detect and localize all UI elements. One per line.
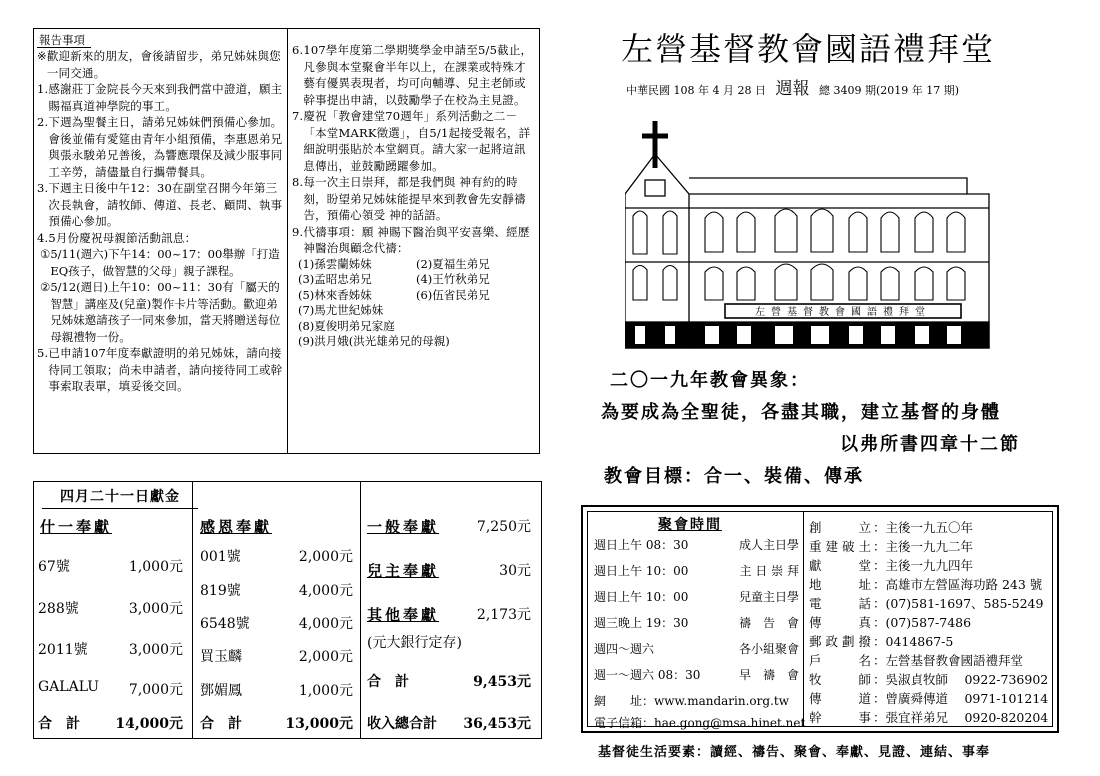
children-label: 兒主奉獻	[367, 562, 440, 580]
info-row	[809, 518, 973, 536]
meeting-row	[594, 666, 799, 683]
prayer-item: (9)洪月娥(洪光雄弟兄的母親)	[298, 334, 450, 348]
offerings-table	[33, 481, 542, 739]
item-number: 1.	[37, 82, 49, 96]
christian-life-motto: 基督徒生活要素：讀經、禱告、聚會、奉獻、見證、連結、事奉	[598, 745, 991, 760]
info-row	[809, 556, 973, 574]
amount: 1,000元	[298, 683, 353, 699]
item-number: 5.	[37, 346, 49, 360]
info-value: ：高雄市左營區海功路 243 號	[873, 577, 1043, 592]
donor-id: 819號	[200, 583, 241, 599]
info-row	[809, 708, 1048, 726]
info-row	[809, 575, 1042, 593]
subitem-text: 5/11(週六)下午14：00~17：00舉辦「打造EQ孩子，做智慧的父母」親子課程。	[50, 247, 280, 278]
meeting-name: 成人主日學	[738, 538, 799, 552]
subitem-text: 5/12(週日)上午10：00~11：30有「屬天的智慧」講座及(兒童)製作卡片等活動。歡迎弟兄姊妹邀請孩子一同來參加，當天將贈送每位母親禮物一份。	[50, 280, 281, 344]
amount: 2,000元	[298, 649, 353, 665]
column-divider	[192, 482, 193, 738]
amount: 2,173元	[476, 607, 531, 623]
info-key: 電話	[809, 596, 871, 611]
item-text: 下週為聖餐主日，請弟兄姊妹們預備心參加。會後並備有愛筵由青年小組預備，李惠恩弟兄與張永駿弟兄善後，為響應環保及減少服事同工辛勞，請儘量自行攜帶餐具。	[48, 115, 283, 179]
item-text: 慶祝「教會建堂70週年」系列活動之二－「本堂MARK徵選」，自5/1起接受報名，詳細說明張貼於本堂網頁。請大家一起將這訊息傳出，並鼓勵踴躍參加。	[303, 109, 531, 173]
donor-id: 001號	[200, 549, 241, 565]
info-key: 地址	[809, 577, 871, 592]
meeting-name: 禱 告 會	[738, 616, 799, 630]
vision-statement: 為要成為全聖徒，各盡其職，建立基督的身體	[601, 402, 1001, 423]
item-text: 下週主日後中午12：30在副堂召開今年第三次長執會，請牧師、傳道、長老、顧問、執事預備心參加。	[48, 181, 283, 228]
announcements-heading: 報告事項	[37, 33, 91, 48]
donor-id: GALALU	[38, 679, 100, 695]
info-value: ：左營基督教會國語禮拜堂	[873, 653, 1024, 668]
info-row	[809, 651, 1023, 669]
email: 電子信箱：hae.gong@msa.hinet.net	[594, 716, 806, 730]
total-amount: 13,000元	[285, 716, 353, 732]
item-number: ※	[37, 49, 47, 63]
total-label: 合 計	[367, 674, 409, 690]
announcement-subitem	[37, 279, 285, 345]
info-key: 創立	[809, 520, 871, 535]
donor-id: 288號	[38, 601, 79, 617]
meeting-row	[594, 562, 799, 579]
note-text: (元大銀行定存)	[367, 635, 462, 651]
meeting-time: 週日上午 10：00	[594, 590, 689, 604]
date-line	[626, 74, 959, 99]
other-total	[367, 671, 531, 691]
info-value: ：主後一九五〇年	[873, 520, 974, 535]
amount: 3,000元	[128, 601, 183, 617]
announcement-item	[37, 81, 285, 114]
amount: 3,000元	[128, 642, 183, 658]
thanks-row	[200, 546, 353, 566]
prayer-item: (6)伍省民弟兄	[416, 287, 490, 302]
announcement-subitem	[37, 246, 285, 279]
announcement-item	[292, 108, 536, 174]
meeting-name: 各小組聚會	[738, 642, 799, 656]
info-value: ：主後一九九四年	[873, 558, 974, 573]
info-key: 戶名	[809, 653, 871, 668]
thanks-row	[200, 680, 353, 700]
item-number: 7.	[292, 109, 304, 123]
meeting-name: 主 日 崇 拜	[739, 564, 799, 578]
meeting-time: 週三晚上 19：30	[594, 616, 689, 630]
amount: 4,000元	[298, 616, 353, 632]
tithe-row	[38, 556, 183, 576]
item-number: 2.	[37, 115, 49, 129]
info-value: ：張宜祥弟兄 0920-820204	[873, 710, 1049, 725]
meeting-info-box	[581, 505, 1059, 733]
prayer-item: (7)馬尤世紀姊妹	[298, 303, 384, 317]
info-key: 重建破土	[809, 539, 871, 554]
general-label: 一般奉獻	[367, 518, 440, 536]
total-label: 合 計	[38, 716, 80, 732]
meeting-time: 週日上午 10：00	[594, 564, 689, 578]
other-label: 其他奉獻	[367, 606, 440, 624]
other-offering	[367, 604, 531, 625]
vision-heading: 二〇一九年教會異象：	[610, 370, 810, 391]
donor-id: 67號	[38, 559, 70, 575]
tithe-heading: 什一奉獻	[40, 518, 113, 536]
meeting-time: 週日上午 08：30	[594, 538, 689, 552]
donor-id: 6548號	[200, 616, 250, 632]
info-value: ：吳淑貞牧師 0922-736902	[873, 672, 1049, 687]
thanks-row	[200, 580, 353, 600]
prayer-item: (1)孫雲蘭姊妹	[298, 256, 372, 271]
prayer-item: (8)夏俊明弟兄家庭	[298, 318, 395, 333]
announcement-item	[37, 345, 285, 395]
announcement-item	[37, 230, 285, 247]
info-row	[809, 632, 953, 650]
website: 網 址：www.mandarin.org.tw	[594, 694, 789, 708]
donor-id: 鄧媚鳳	[200, 683, 242, 699]
item-number: 8.	[292, 175, 304, 189]
item-text: 感謝莊丁金院長今天來到我們當中證道，願主賜福真道神學院的事工。	[48, 82, 283, 113]
announcements-column-right	[288, 29, 539, 453]
meeting-name: 兒童主日學	[738, 590, 799, 604]
total-amount: 9,453元	[473, 674, 531, 690]
date: 中華民國 108 年 4 月 28 日	[626, 84, 766, 97]
announcement-item	[292, 224, 536, 257]
info-value: ：(07)581-1697、585-5249	[873, 596, 1044, 611]
donor-id: 買玉麟	[200, 649, 242, 665]
announcement-item	[37, 114, 285, 180]
bulletin-label: 週報	[775, 79, 810, 99]
announcements-column-left	[34, 29, 288, 453]
total-label: 合 計	[200, 716, 242, 732]
info-key: 郵政劃撥	[809, 634, 871, 649]
info-key: 幹事	[809, 710, 871, 725]
tithe-row	[38, 639, 183, 659]
prayer-item: (3)孟昭忠弟兄	[298, 272, 372, 286]
prayer-item: (2)夏福生弟兄	[416, 256, 490, 271]
announcements-box	[33, 28, 540, 454]
church-goal: 教會目標：合一、裝備、傳承	[604, 466, 864, 487]
info-key: 牧師	[809, 672, 871, 687]
other-note	[367, 632, 531, 652]
info-row	[809, 689, 1048, 707]
tithe-total	[38, 713, 183, 733]
amount: 7,250元	[476, 519, 531, 535]
info-value: ：主後一九九二年	[873, 539, 974, 554]
item-number: 3.	[37, 181, 49, 195]
info-row	[809, 537, 973, 555]
info-key: 傳真	[809, 615, 871, 630]
item-number: 6.	[292, 43, 304, 57]
announcement-item	[37, 180, 285, 230]
meeting-row	[594, 614, 799, 631]
item-text: 代禱事項：願 神賜下醫治與平安喜樂、經歷 神醫治與顧念代禱：	[303, 224, 530, 255]
info-key: 獻堂	[809, 558, 871, 573]
amount: 1,000元	[128, 559, 183, 575]
info-value: ：(07)587-7486	[873, 615, 972, 630]
church-sign-text: 左營基督教會國語禮拜堂	[755, 307, 931, 318]
church-title: 左營基督教會國語禮拜堂	[621, 30, 996, 68]
meeting-row	[594, 640, 799, 657]
item-text: 已申請107年度奉獻證明的弟兄姊妹，請向接待同工領取；尚未申請者，請向接待同工或幹事索取表單，填妥後交回。	[48, 346, 283, 393]
grand-total	[367, 713, 531, 733]
tithe-row	[38, 679, 183, 699]
subitem-number: ①	[40, 247, 51, 261]
item-text: 5月份慶祝母親節活動訊息：	[48, 230, 197, 245]
announcement-item	[292, 174, 536, 224]
amount: 4,000元	[298, 583, 353, 599]
meeting-heading: 聚會時間	[658, 517, 722, 533]
item-number: 9.	[292, 224, 304, 239]
issue-number: 總 3409 期(2019 年 17 期)	[818, 84, 960, 97]
prayer-item: (5)林來香姊妹	[298, 287, 372, 302]
announcement-item	[292, 42, 536, 108]
info-row	[809, 613, 971, 631]
item-text: 每一次主日崇拜，都是我們與 神有約的時刻，盼望弟兄姊妹能提早來到教會先安靜禱告，預備心領受 神的話語。	[303, 175, 526, 222]
info-value: ：0414867-5	[873, 634, 954, 649]
meeting-row	[594, 588, 799, 605]
amount: 7,000元	[128, 682, 183, 698]
grand-total-amount: 36,453元	[463, 716, 531, 732]
total-amount: 14,000元	[115, 716, 183, 732]
item-number: 4.	[37, 230, 49, 245]
column-divider	[360, 482, 361, 738]
meeting-info-inner	[587, 511, 1053, 730]
amount: 2,000元	[298, 549, 353, 565]
children-offering	[367, 560, 531, 581]
subitem-number: ②	[40, 280, 51, 294]
info-row	[809, 594, 1043, 612]
donor-id: 2011號	[38, 642, 88, 658]
info-key: 傳道	[809, 691, 871, 706]
thanks-total	[200, 713, 353, 733]
tithe-row	[38, 598, 183, 618]
item-text: 107學年度第二學期獎學金申請至5/5截止，凡參與本堂聚會半年以上，在課業或特殊才藝有優異表現者，均可向輔導、兒主老師或幹事提出申請，以鼓勵學子在校為主見證。	[303, 43, 533, 107]
info-value: ：曾廣舜傳道 0971-101214	[873, 691, 1049, 706]
thanks-row	[200, 646, 353, 666]
church-building-illustration	[625, 116, 993, 356]
meeting-row	[594, 536, 799, 553]
vision-reference: 以弗所書四章十二節	[840, 434, 1020, 455]
announcement-item	[37, 48, 285, 81]
offerings-title: 四月二十一日獻金	[42, 486, 198, 509]
info-row	[809, 670, 1048, 688]
thanks-row	[200, 613, 353, 633]
meeting-time: 週一～週六 08：30	[594, 668, 701, 682]
general-offering	[367, 516, 531, 537]
meeting-time: 週四～週六	[594, 642, 655, 656]
grand-total-label: 收入總合計	[367, 716, 437, 732]
thanks-heading: 感恩奉獻	[200, 518, 273, 536]
prayer-item: (4)王竹秋弟兄	[416, 272, 490, 286]
column-divider	[803, 512, 804, 726]
item-text: 歡迎新來的朋友，會後請留步，弟兄姊妹與您一同交通。	[46, 49, 281, 80]
amount: 30元	[499, 563, 531, 579]
prayer-list	[292, 257, 536, 350]
meeting-name: 早 禱 會	[738, 668, 799, 682]
